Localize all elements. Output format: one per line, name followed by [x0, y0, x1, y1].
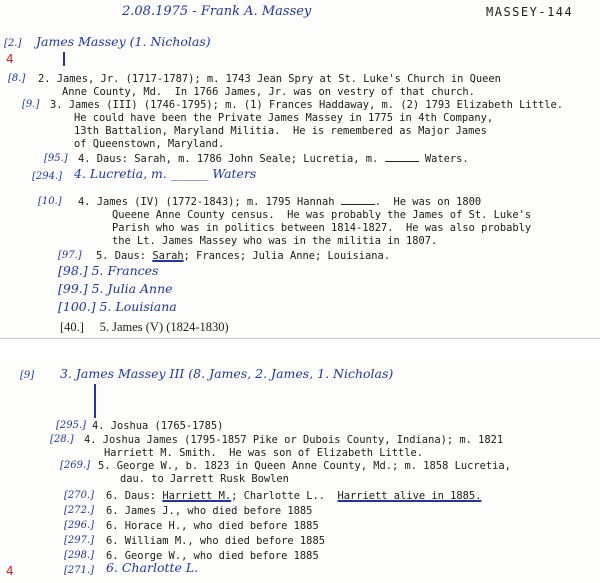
entry-10-line-1a: 4. James (IV) (1772-1843); m. 1795 Hannah [78, 196, 335, 208]
entry-295-ref: [295.] [56, 420, 87, 431]
entry-95-text [78, 153, 469, 165]
entry-271-ref: [271.] [64, 565, 95, 576]
entry-10-ref: [10.] [38, 196, 62, 207]
entry-97-post: ; Frances; Julia Anne; Louisiana. [183, 250, 391, 262]
card-divider [0, 338, 600, 363]
entry-298-ref: [298.] [64, 550, 95, 561]
entry-8-ref: [8.] [8, 73, 26, 84]
entry-8-line-2: Anne County, Md. In 1766 James, Jr. was on vestry of that church. [62, 86, 475, 98]
red-margin-mark: 4 [6, 564, 14, 578]
entry-97-pre: 5. Daus: [96, 250, 153, 262]
bottom-heading-ref: [9] [20, 370, 35, 381]
entry-97-text [96, 250, 390, 262]
entry-272-text: 6. James J., who died before 1885 [106, 505, 313, 517]
red-margin-mark: 4 [6, 52, 14, 66]
entry-296-ref: [296.] [64, 520, 95, 531]
heading-ref: [2.] [4, 38, 22, 49]
bottom-heading-name: 3. James Massey III (8. James, 2. James, 1. Nicholas) [60, 366, 394, 381]
entry-270-alive: Harriett alive in 1885. [337, 490, 482, 502]
entry-294-ref: [294.] [32, 171, 63, 182]
entry-298-text: 6. George W., who died before 1885 [106, 550, 319, 562]
entry-9-line-3: 13th Battalion, Maryland Militia. He is remembered as Major James [74, 125, 487, 137]
entry-269-ref: [269.] [60, 460, 91, 471]
entry-95-ref: [95.] [44, 153, 68, 164]
genealogy-card-bottom [0, 362, 600, 583]
entry-271-text: 6. Charlotte L. [106, 560, 199, 575]
entry-97-ref: [97.] [58, 250, 82, 261]
entry-40: [40.] 5. James (V) (1824-1830) [60, 320, 229, 334]
blank-line [341, 196, 375, 205]
entry-10-line-4: the Lt. James Massey who was in the militia in 1807. [112, 235, 438, 247]
entry-9-ref: [9.] [22, 99, 40, 110]
entry-9-line-1: 3. James (III) (1746-1795); m. (1) Frances Haddaway, m. (2) 1793 Elizabeth Little. [50, 99, 563, 111]
entry-95-end: Waters. [424, 153, 469, 165]
heading-name: James Massey (1. Nicholas) [36, 34, 211, 49]
entry-100: [100.] 5. Louisiana [58, 299, 177, 314]
entry-294-text: 4. Lucretia, m. ______ Waters [74, 166, 257, 181]
entry-28-line-2: Harriett M. Smith. He was son of Elizabeth Little. [104, 447, 424, 459]
blank-line [385, 153, 419, 162]
entry-10-line-3: Parish who was in politics between 1814-1827. He was also probably [112, 222, 532, 234]
entry-9-line-2: He could have been the Private James Massey in 1775 in 4th Company, [74, 112, 494, 124]
card-tag: MASSEY-144 [486, 5, 574, 19]
entry-97-sarah: Sarah [152, 250, 184, 262]
entry-98: [98.] 5. Frances [58, 263, 159, 278]
entry-28-ref: [28.] [50, 434, 74, 445]
entry-270-text [106, 490, 481, 502]
entry-9-line-4: of Queenstown, Maryland. [74, 138, 225, 150]
entry-269-line-1: 5. George W., b. 1823 in Queen Anne County, Md.; m. 1858 Lucretia, [98, 460, 511, 472]
entry-270-pre: 6. Daus: [106, 490, 163, 502]
card-date-note: 2.08.1975 - Frank A. Massey [122, 4, 312, 19]
entry-297-text: 6. William M., who died before 1885 [106, 535, 325, 547]
entry-8-line-1: 2. James, Jr. (1717-1787); m. 1743 Jean Spry at St. Luke's Church in Queen [38, 73, 501, 85]
entry-10-line-1b: . He was on 1800 [374, 196, 482, 208]
entry-295-text: 4. Joshua (1765-1785) [92, 420, 224, 432]
entry-296-text: 6. Horace H., who died before 1885 [106, 520, 319, 532]
entry-95-main: 4. Daus: Sarah, m. 1786 John Seale; Lucretia, m. [78, 153, 379, 165]
entry-10-line-1 [78, 196, 481, 208]
entry-272-ref: [272.] [64, 505, 95, 516]
entry-99: [99.] 5. Julia Anne [58, 281, 173, 296]
entry-297-ref: [297.] [64, 535, 95, 546]
entry-270-mid: ; Charlotte L.. [231, 490, 338, 502]
entry-270-ref: [270.] [64, 490, 95, 501]
entry-28-line-1: 4. Joshua James (1795-1857 Pike or Dubois County, Indiana); m. 1821 [84, 434, 504, 446]
descent-line [63, 52, 65, 66]
entry-269-line-2: dau. to Jarrett Rusk Bowlen [120, 473, 289, 485]
entry-10-line-2: Queene Anne County census. He was probably the James of St. Luke's [112, 209, 532, 221]
descent-line [94, 384, 96, 418]
entry-270-harriett: Harriett M. [162, 490, 232, 502]
